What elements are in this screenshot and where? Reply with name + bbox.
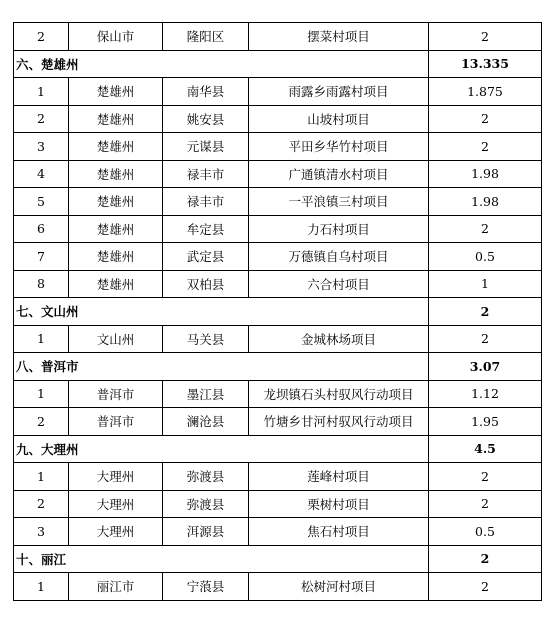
amount-cell: 0.5: [429, 518, 542, 546]
section-row: [14, 50, 542, 78]
row-number: 5: [14, 188, 69, 216]
project-cell: 万德镇自乌村项目: [249, 243, 429, 271]
row-number: 1: [14, 380, 69, 408]
city-cell: 大理州: [69, 490, 163, 518]
amount-cell: 1: [429, 270, 542, 298]
county-cell: 弥渡县: [163, 463, 249, 491]
city-cell: 楚雄州: [69, 105, 163, 133]
county-cell: 宁蒗县: [163, 573, 249, 601]
section-name: 六、楚雄州: [14, 50, 429, 78]
row-number: 8: [14, 270, 69, 298]
project-cell: 一平浪镇三村项目: [249, 188, 429, 216]
city-cell: 大理州: [69, 518, 163, 546]
county-cell: 禄丰市: [163, 160, 249, 188]
section-name: 九、大理州: [14, 435, 429, 463]
amount-cell: 2: [429, 325, 542, 353]
city-cell: 楚雄州: [69, 215, 163, 243]
amount-cell: 2: [429, 105, 542, 133]
city-cell: 普洱市: [69, 408, 163, 436]
row-number: 3: [14, 133, 69, 161]
county-cell: 禄丰市: [163, 188, 249, 216]
project-table-body: [14, 23, 542, 601]
project-cell: 栗树村项目: [249, 490, 429, 518]
city-cell: 楚雄州: [69, 160, 163, 188]
county-cell: 南华县: [163, 78, 249, 106]
project-table: [13, 22, 542, 601]
amount-cell: 0.5: [429, 243, 542, 271]
amount-cell: 2: [429, 23, 542, 51]
amount-cell: 1.875: [429, 78, 542, 106]
project-cell: 雨露乡雨露村项目: [249, 78, 429, 106]
amount-cell: 1.95: [429, 408, 542, 436]
project-cell: 竹塘乡甘河村驭风行动项目: [249, 408, 429, 436]
city-cell: 楚雄州: [69, 270, 163, 298]
city-cell: 丽江市: [69, 573, 163, 601]
section-row: [14, 435, 542, 463]
table-row: [14, 518, 542, 546]
table-row: [14, 573, 542, 601]
row-number: 2: [14, 23, 69, 51]
table-row: [14, 215, 542, 243]
table-row: [14, 78, 542, 106]
section-row: [14, 298, 542, 326]
section-amount: 13.335: [429, 50, 542, 78]
section-row: [14, 545, 542, 573]
section-name: 八、普洱市: [14, 353, 429, 381]
amount-cell: 2: [429, 490, 542, 518]
row-number: 2: [14, 105, 69, 133]
table-row: [14, 270, 542, 298]
county-cell: 马关县: [163, 325, 249, 353]
section-name: 七、文山州: [14, 298, 429, 326]
city-cell: 大理州: [69, 463, 163, 491]
row-number: 4: [14, 160, 69, 188]
table-row: [14, 325, 542, 353]
project-cell: 力石村项目: [249, 215, 429, 243]
row-number: 1: [14, 325, 69, 353]
table-row: [14, 490, 542, 518]
amount-cell: 2: [429, 573, 542, 601]
row-number: 7: [14, 243, 69, 271]
project-cell: 莲峰村项目: [249, 463, 429, 491]
row-number: 1: [14, 573, 69, 601]
city-cell: 楚雄州: [69, 188, 163, 216]
section-row: [14, 353, 542, 381]
county-cell: 隆阳区: [163, 23, 249, 51]
county-cell: 牟定县: [163, 215, 249, 243]
table-row: [14, 380, 542, 408]
amount-cell: 2: [429, 133, 542, 161]
amount-cell: 1.98: [429, 188, 542, 216]
city-cell: 保山市: [69, 23, 163, 51]
county-cell: 元谋县: [163, 133, 249, 161]
project-cell: 焦石村项目: [249, 518, 429, 546]
project-cell: 金城林场项目: [249, 325, 429, 353]
county-cell: 澜沧县: [163, 408, 249, 436]
city-cell: 普洱市: [69, 380, 163, 408]
county-cell: 武定县: [163, 243, 249, 271]
table-row: [14, 243, 542, 271]
row-number: 3: [14, 518, 69, 546]
city-cell: 楚雄州: [69, 243, 163, 271]
city-cell: 文山州: [69, 325, 163, 353]
county-cell: 双柏县: [163, 270, 249, 298]
project-cell: 广通镇清水村项目: [249, 160, 429, 188]
section-amount: 3.07: [429, 353, 542, 381]
row-number: 1: [14, 78, 69, 106]
project-cell: 摆菜村项目: [249, 23, 429, 51]
project-cell: 山坡村项目: [249, 105, 429, 133]
project-cell: 松树河村项目: [249, 573, 429, 601]
project-cell: 六合村项目: [249, 270, 429, 298]
amount-cell: 1.98: [429, 160, 542, 188]
table-row: [14, 133, 542, 161]
table-row: [14, 23, 542, 51]
project-cell: 龙坝镇石头村驭风行动项目: [249, 380, 429, 408]
amount-cell: 2: [429, 215, 542, 243]
row-number: 2: [14, 408, 69, 436]
amount-cell: 1.12: [429, 380, 542, 408]
row-number: 2: [14, 490, 69, 518]
amount-cell: 2: [429, 463, 542, 491]
table-row: [14, 160, 542, 188]
row-number: 6: [14, 215, 69, 243]
county-cell: 姚安县: [163, 105, 249, 133]
city-cell: 楚雄州: [69, 78, 163, 106]
county-cell: 墨江县: [163, 380, 249, 408]
section-amount: 2: [429, 545, 542, 573]
city-cell: 楚雄州: [69, 133, 163, 161]
section-amount: 4.5: [429, 435, 542, 463]
table-row: [14, 188, 542, 216]
row-number: 1: [14, 463, 69, 491]
county-cell: 弥渡县: [163, 490, 249, 518]
section-name: 十、丽江: [14, 545, 429, 573]
table-row: [14, 463, 542, 491]
project-cell: 平田乡华竹村项目: [249, 133, 429, 161]
county-cell: 洱源县: [163, 518, 249, 546]
section-amount: 2: [429, 298, 542, 326]
table-row: [14, 105, 542, 133]
table-row: [14, 408, 542, 436]
